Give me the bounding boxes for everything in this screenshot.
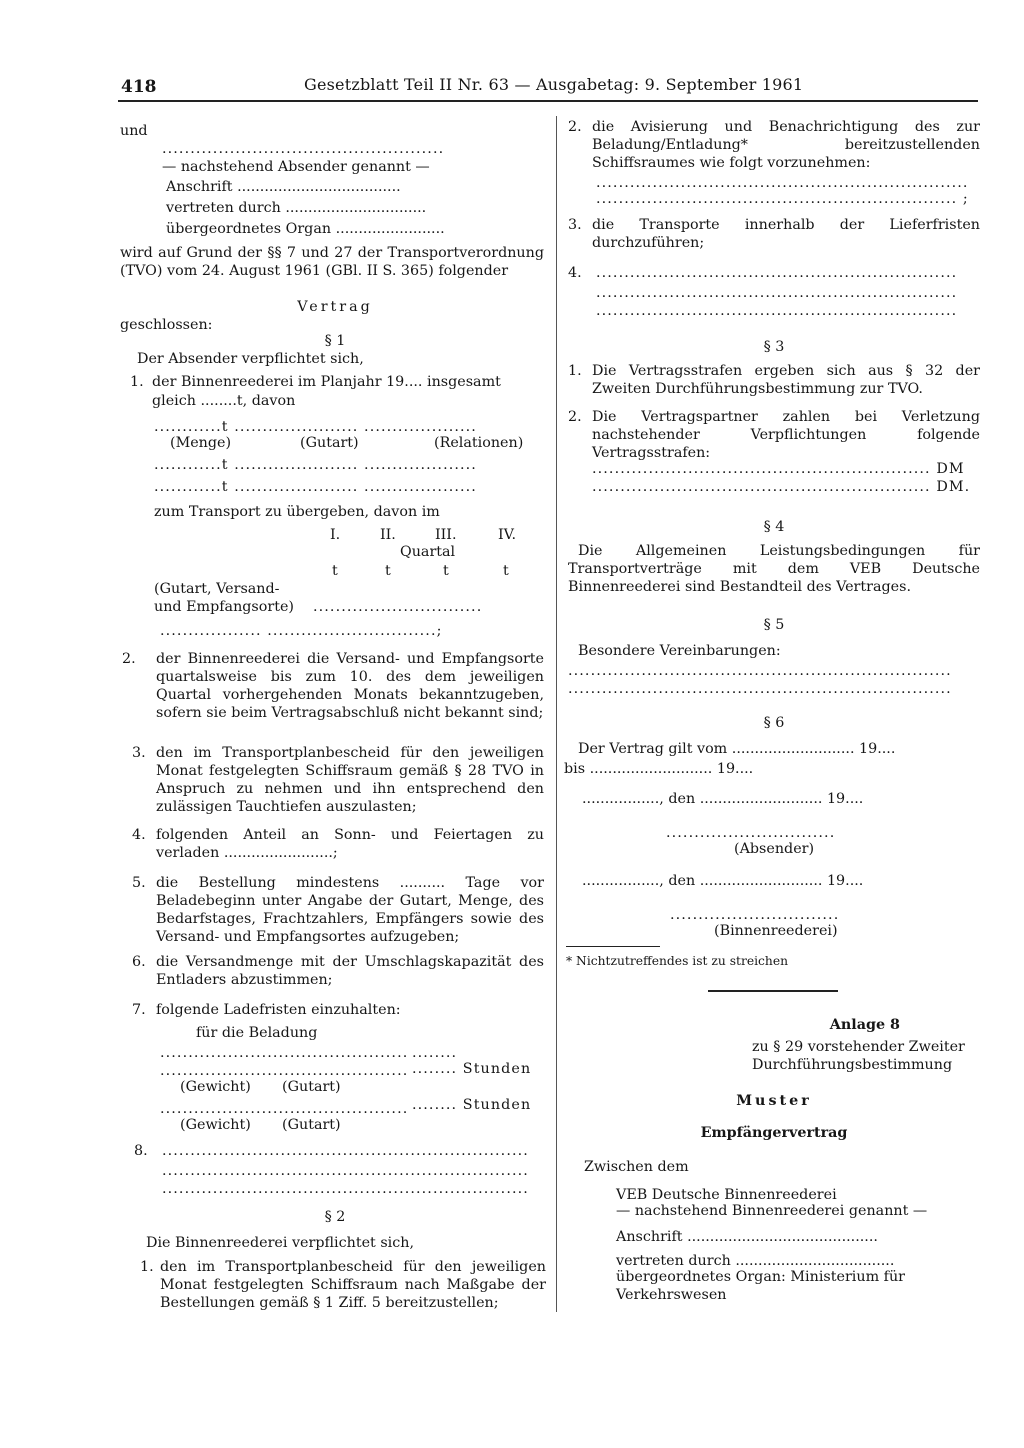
ladefrist-dots-1b: ........	[412, 1045, 458, 1061]
gewicht-label-2: (Gewicht)	[180, 1117, 251, 1133]
item-3-number: 3.	[132, 745, 146, 761]
menge-row-2: ............t ...................... ....................	[154, 457, 477, 473]
item-8-dots-1: .................................................................	[162, 1143, 529, 1159]
t-unit-3: t	[443, 563, 449, 579]
b-item-3-number: 3.	[568, 217, 582, 233]
absender-label: (Absender)	[734, 841, 815, 857]
item-6-text: die Versandmenge mit der Umschlagskapazität des Entladers abzustimmen;	[156, 954, 544, 988]
gutart-versand-1: (Gutart, Versand-	[154, 581, 280, 597]
fuer-beladung: für die Beladung	[196, 1025, 318, 1041]
absender-verpflichtet: Der Absender verpflichtet sich,	[137, 351, 364, 367]
item-2-number: 2.	[122, 651, 136, 667]
muster-heading: Muster	[736, 1093, 812, 1109]
gilt-bis: bis ........................... 19....	[564, 761, 754, 777]
gutart-versand-2: und Empfangsorte)	[154, 599, 294, 615]
item-5-text: die Bestellung mindestens .......... Tage vor Beladebeginn unter Angabe der Gutart, Menge, des Bedarfstages, Frachtzahlers, Empfängers sowie des Versand- und Empfangsortes aufzugeben;	[156, 875, 544, 945]
binnenreederei-signature-line: ..............................	[670, 907, 840, 923]
preamble-paragraph: wird auf Grund der §§ 7 und 27 der Transportverordnung (TVO) vom 24. August 1961 (GBl. II S. 365) folgender	[120, 245, 544, 279]
organ-line: übergeordnetes Organ ........................	[166, 221, 445, 237]
item-4-number: 4.	[132, 827, 146, 843]
zum-transport: zum Transport zu übergeben, davon im	[154, 504, 440, 520]
menge-row-3: ............t ...................... ....................	[154, 479, 477, 495]
geschlossen-label: geschlossen:	[120, 317, 213, 333]
b-item-2-dots-1: ..................................................................	[596, 175, 969, 191]
gewicht-label-1: (Gewicht)	[180, 1079, 251, 1095]
ladefrist-dots-3: ............................................	[160, 1101, 409, 1117]
item-7-number: 7.	[132, 1002, 146, 1018]
gutart-versand-dots-2: .................. ..............................;	[160, 623, 443, 639]
section-4-heading: § 4	[763, 519, 785, 535]
gilt-vom: Der Vertrag gilt vom ........................... 19....	[578, 741, 896, 757]
item-8-dots-3: .................................................................	[162, 1181, 529, 1197]
b-item-4-dots-2: ................................................................	[596, 285, 958, 301]
ladefrist-dots-1: ............................................	[160, 1045, 409, 1061]
b-item-4-dots-1: ................................................................	[596, 265, 958, 281]
s3-item-1-text: Die Vertragsstrafen ergeben sich aus § 32 der Zweiten Durchführungsbestimmung zur TVO.	[592, 363, 980, 397]
b-item-2-dots-2: ................................................................ ;	[596, 191, 969, 207]
item-1-number: 1.	[130, 374, 144, 390]
quarter-3: III.	[435, 527, 457, 543]
menge-row-1: ............t ...................... ....................	[154, 419, 477, 435]
b-item-4-number: 4.	[568, 265, 582, 281]
b-item-4-dots-3: ................................................................	[596, 303, 958, 319]
binnenreederei-verpflichtet: Die Binnenreederei verpflichtet sich,	[146, 1235, 414, 1251]
item-1-line-2: gleich ........t, davon	[152, 393, 296, 409]
s3-item-2-text: Die Vertragspartner zahlen bei Verletzung nachstehender Verpflichtungen folgende Vertragsstrafen:	[592, 409, 980, 461]
b-item-2-text: die Avisierung und Benachrichtigung des zur Beladung/Entladung* bereitzustellenden Schiffsraumes wie folgt vorzunehmen:	[592, 119, 980, 171]
ladefrist-stunden-2: ........ Stunden	[412, 1097, 532, 1113]
zwischen-dem: Zwischen dem	[584, 1159, 689, 1175]
item-4-text: folgenden Anteil an Sonn- und Feiertagen zu verladen ........................;	[156, 827, 544, 861]
section-5-dots-1: ....................................................................	[568, 663, 952, 679]
ort-datum-2: ................., den ........................... 19....	[582, 873, 864, 889]
absender-genannt: — nachstehend Absender genannt —	[162, 159, 430, 175]
section-4-text: Die Allgemeinen Leistungsbedingungen für Transportverträge mit dem VEB Deutsche Binnenreederei sind Bestandteil des Vertrages.	[568, 543, 980, 595]
relationen-label: (Relationen)	[434, 435, 524, 451]
anlage-heading: Anlage 8	[829, 1017, 900, 1033]
binnenreederei-label: (Binnenreederei)	[714, 923, 838, 939]
column-divider	[556, 116, 557, 1312]
footnote-rule	[566, 946, 660, 947]
footnote: * Nichtzutreffendes ist zu streichen	[566, 954, 789, 968]
end-rule	[708, 990, 838, 992]
section-1-heading: § 1	[324, 333, 346, 349]
anschrift-line: Anschrift ....................................	[166, 179, 401, 195]
empfaengervertrag-heading: Empfängervertrag	[700, 1125, 848, 1141]
empf-anschrift-line: Anschrift ..........................................	[616, 1229, 878, 1245]
quartal-label: Quartal	[400, 544, 456, 560]
absender-signature-line: ..............................	[666, 825, 836, 841]
item-5-number: 5.	[132, 875, 146, 891]
t-unit-4: t	[503, 563, 509, 579]
menge-label: (Menge)	[170, 435, 232, 451]
s3-item-1-number: 1.	[568, 363, 582, 379]
item-8-number: 8.	[134, 1143, 148, 1159]
item-8-dots-2: .................................................................	[162, 1163, 529, 1179]
t-unit-1: t	[332, 563, 338, 579]
gutart-label: (Gutart)	[300, 435, 359, 451]
section-6-heading: § 6	[763, 715, 785, 731]
ladefrist-stunden-1: ........ Stunden	[412, 1061, 532, 1077]
item-7-text: folgende Ladefristen einzuhalten:	[156, 1002, 401, 1018]
b-item-2-number: 2.	[568, 119, 582, 135]
quarter-2: II.	[380, 527, 396, 543]
item-2-text: der Binnenreederei die Versand- und Empfangsorte quartalsweise bis zum 10. des dem jeweiligen Quartal vorhergehenden Monats bekanntzugeben, sofern sie beim Vertragsabschluß nicht bekannt sind;	[156, 651, 544, 721]
vertrag-heading: Vertrag	[297, 299, 373, 315]
quarter-4: IV.	[498, 527, 517, 543]
empf-vertreten-line: vertreten durch ...................................	[616, 1253, 895, 1269]
page-header	[118, 74, 978, 102]
page-title: Gesetzblatt Teil II Nr. 63 — Ausgabetag: 9. September 1961	[304, 75, 804, 94]
item-1-line-1: der Binnenreederei im Planjahr 19.... insgesamt	[152, 374, 501, 390]
quarter-1: I.	[330, 527, 341, 543]
veb-name: VEB Deutsche Binnenreederei	[616, 1187, 837, 1203]
ort-datum-1: ................., den ........................... 19....	[582, 791, 864, 807]
b-item-1-text: den im Transportplanbescheid für den jeweiligen Monat festgelegten Schiffsraum nach Maßgabe der Bestellungen gemäß § 1 Ziff. 5 bereitzustellen;	[160, 1259, 546, 1311]
anlage-subheading: zu § 29 vorstehender Zweiter Durchführungsbestimmung	[752, 1039, 965, 1073]
s3-item-2-number: 2.	[568, 409, 582, 425]
gutart-versand-dots-1: ..............................	[313, 599, 483, 615]
vertragsstrafe-dm-2: ............................................................ DM.	[592, 479, 971, 495]
t-unit-2: t	[385, 563, 391, 579]
vertragsstrafe-dm-1: ............................................................ DM	[592, 461, 965, 477]
section-5-heading: § 5	[763, 617, 785, 633]
gutart-label-1: (Gutart)	[282, 1079, 341, 1095]
section-5-dots-2: ....................................................................	[568, 681, 952, 697]
empf-organ-line: übergeordnetes Organ: Ministerium für Verkehrswesen	[616, 1269, 906, 1303]
b-item-3-text: die Transporte innerhalb der Lieferfristen durchzuführen;	[592, 217, 980, 251]
section-2-heading: § 2	[324, 1209, 346, 1225]
binnenreederei-genannt: — nachstehend Binnenreederei genannt —	[616, 1203, 928, 1219]
page-number: 418	[121, 77, 157, 97]
und-label: und	[120, 123, 148, 139]
absender-name-line: ..................................................	[162, 141, 445, 157]
section-3-heading: § 3	[763, 339, 785, 355]
item-6-number: 6.	[132, 954, 146, 970]
besondere-vereinbarungen: Besondere Vereinbarungen:	[578, 643, 781, 659]
vertreten-line: vertreten durch ...............................	[166, 200, 427, 216]
item-3-text: den im Transportplanbescheid für den jeweiligen Monat festgelegten Schiffsraum gemäß § 28 TVO in Anspruch zu nehmen und ihn entsprechend den zulässigen Tauchtiefen auszulasten;	[156, 745, 544, 815]
ladefrist-dots-2: ............................................	[160, 1063, 409, 1079]
gutart-label-2: (Gutart)	[282, 1117, 341, 1133]
b-item-1-number: 1.	[140, 1259, 154, 1275]
